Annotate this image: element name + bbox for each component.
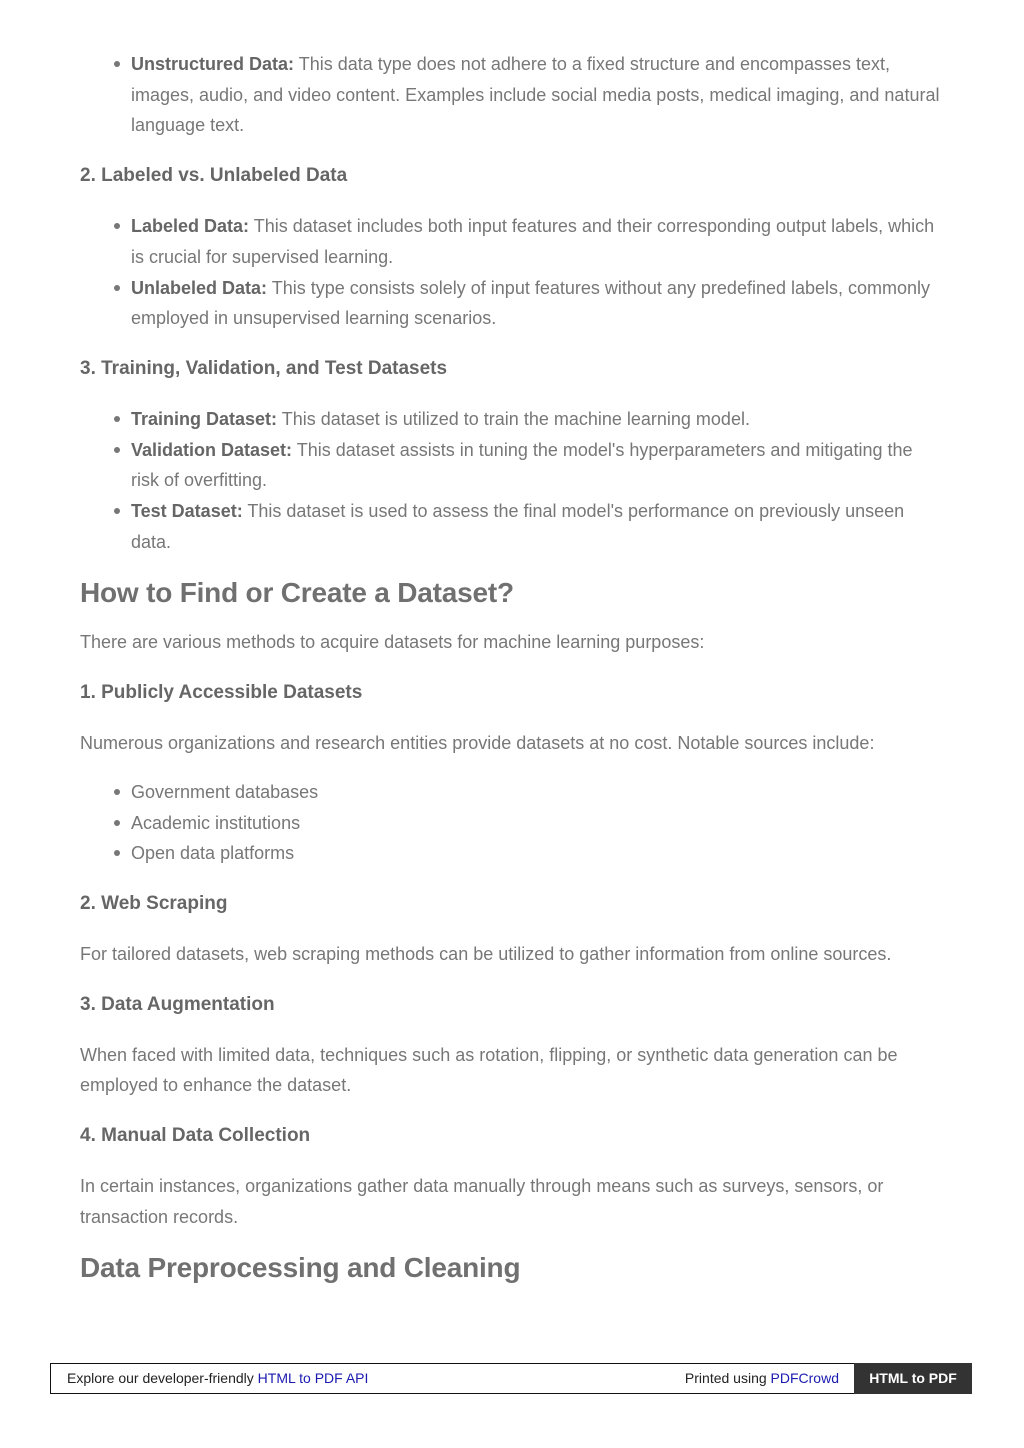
list-item-term: Unstructured Data:	[131, 54, 295, 74]
footer-printed	[685, 1370, 839, 1386]
data-structure-list	[80, 49, 940, 141]
list-item	[131, 404, 940, 435]
list-item	[131, 496, 940, 557]
list-item-text: This data type does not adhere to a fixed structure and encompasses text, images, audio, and video content. Examples include social media posts, medical imaging, and natural language text.	[131, 54, 940, 136]
list-item-term: Validation Dataset:	[131, 439, 293, 460]
footer-explore	[67, 1370, 368, 1386]
augmentation-paragraph: When faced with limited data, techniques such as rotation, flipping, or synthetic data generation can be employed to enhance the dataset.	[80, 1044, 898, 1096]
list-item: Open data platforms	[131, 838, 940, 869]
splits-list	[80, 404, 940, 558]
pdfcrowd-link[interactable]: PDFCrowd	[770, 1370, 839, 1386]
manual-paragraph: In certain instances, organizations gather data manually through means such as surveys, sensors, or transaction records.	[80, 1176, 884, 1227]
labeled-list	[80, 211, 940, 334]
footer-printed-text: Printed using	[684, 1370, 771, 1386]
subheading-labeled: 2. Labeled vs. Unlabeled Data	[80, 165, 348, 187]
list-item-term: Test Dataset:	[131, 501, 243, 522]
footer-explore-text: Explore our developer-friendly	[67, 1370, 258, 1386]
list-item	[131, 49, 940, 141]
pdfcrowd-footer-bar	[50, 1363, 972, 1394]
subheading-scraping: 2. Web Scraping	[80, 892, 228, 914]
html-to-pdf-api-link[interactable]: HTML to PDF API	[257, 1370, 369, 1386]
list-item-text: This dataset is utilized to train the machine learning model.	[277, 408, 750, 429]
article-content	[80, 49, 940, 1302]
subheading-splits: 3. Training, Validation, and Test Datasets	[80, 357, 448, 379]
section-heading-preprocess: Data Preprocessing and Cleaning	[80, 1252, 521, 1284]
list-item	[131, 273, 940, 334]
list-item-text: This dataset assists in tuning the model's hyperparameters and mitigating the risk of overfitting.	[131, 439, 913, 491]
list-item	[131, 435, 940, 496]
subheading-public: 1. Publicly Accessible Datasets	[80, 682, 363, 704]
scraping-paragraph: For tailored datasets, web scraping methods can be utilized to gather information from online sources.	[80, 943, 892, 964]
public-paragraph: Numerous organizations and research entities provide datasets at no cost. Notable sources include:	[80, 733, 875, 754]
list-item: Academic institutions	[131, 808, 940, 839]
section-intro: There are various methods to acquire datasets for machine learning purposes:	[80, 632, 705, 653]
html-to-pdf-button[interactable]: HTML to PDF	[854, 1363, 972, 1394]
sources-list	[80, 777, 940, 869]
list-item	[131, 211, 940, 272]
list-item-text: This type consists solely of input features without any predefined labels, commonly employed in unsupervised learning scenarios.	[131, 277, 931, 329]
list-item-term: Labeled Data:	[131, 216, 250, 237]
list-item: Government databases	[131, 777, 940, 808]
list-item-text: This dataset includes both input features and their corresponding output labels, which is crucial for supervised learning.	[131, 216, 935, 267]
list-item-text: This dataset is used to assess the final model's performance on previously unseen data.	[131, 501, 905, 552]
section-heading-find: How to Find or Create a Dataset?	[80, 577, 514, 609]
list-item-term: Unlabeled Data:	[131, 277, 268, 298]
subheading-augmentation: 3. Data Augmentation	[80, 993, 275, 1015]
list-item-term: Training Dataset:	[131, 408, 278, 429]
subheading-manual: 4. Manual Data Collection	[80, 1125, 311, 1147]
